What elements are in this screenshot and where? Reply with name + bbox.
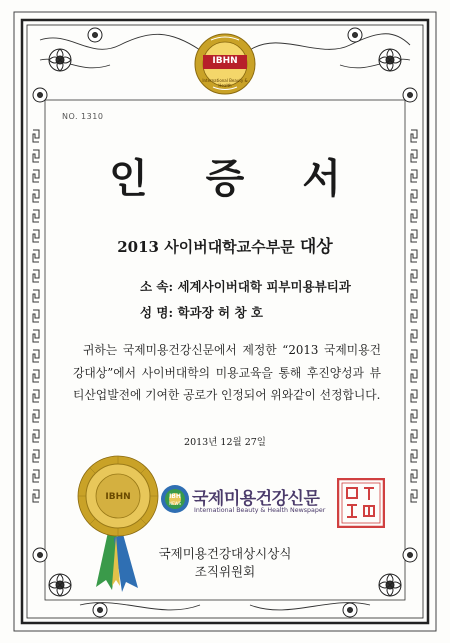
name-value: 학과장 허 창 호: [177, 305, 263, 320]
newspaper-name-kr: 국제미용건강신문: [192, 489, 320, 509]
certificate-body: 귀하는 국제미용건강신문에서 제정한 “2013 국제미용건강대상”에서 사이버대학의 미용교육을 통해 후진양성과 뷰티산업발전에 기여한 공로가 인정되어 위와같이 선정합니다.: [73, 343, 381, 402]
issue-date: 2013년 12월 27일: [184, 437, 266, 448]
award-line: [0, 232, 450, 257]
award-emphasis: 대상: [299, 237, 333, 257]
organizer-line2: 조직위원회: [194, 564, 256, 579]
affiliation-value: 세계사이버대학 피부미용뷰티과: [177, 279, 351, 294]
award-prefix: 2013 사이버대학교수부문: [117, 238, 295, 256]
name-label: 성 명:: [140, 305, 174, 320]
red-stamp-icon: [337, 478, 385, 528]
ibhn-emblem-ring-text: International Beauty & Health: [202, 78, 248, 88]
ibhn-emblem-text: IBHN: [212, 56, 238, 66]
ibh-news-logo-sub: NEWS: [168, 501, 181, 506]
affiliation-label: 소 속:: [140, 279, 174, 294]
ibh-news-logo-text: IBH: [169, 493, 181, 500]
gold-seal-text: IBHN: [105, 492, 131, 502]
organizer-line1: 국제미용건강대상시상식: [158, 546, 292, 561]
affiliation-row: [140, 277, 351, 295]
certificate-title: 인 증 서: [109, 155, 363, 202]
name-row: [140, 303, 263, 321]
document-number: NO. 1310: [62, 112, 104, 121]
newspaper-name-en: International Beauty & Health Newspaper: [194, 507, 326, 514]
